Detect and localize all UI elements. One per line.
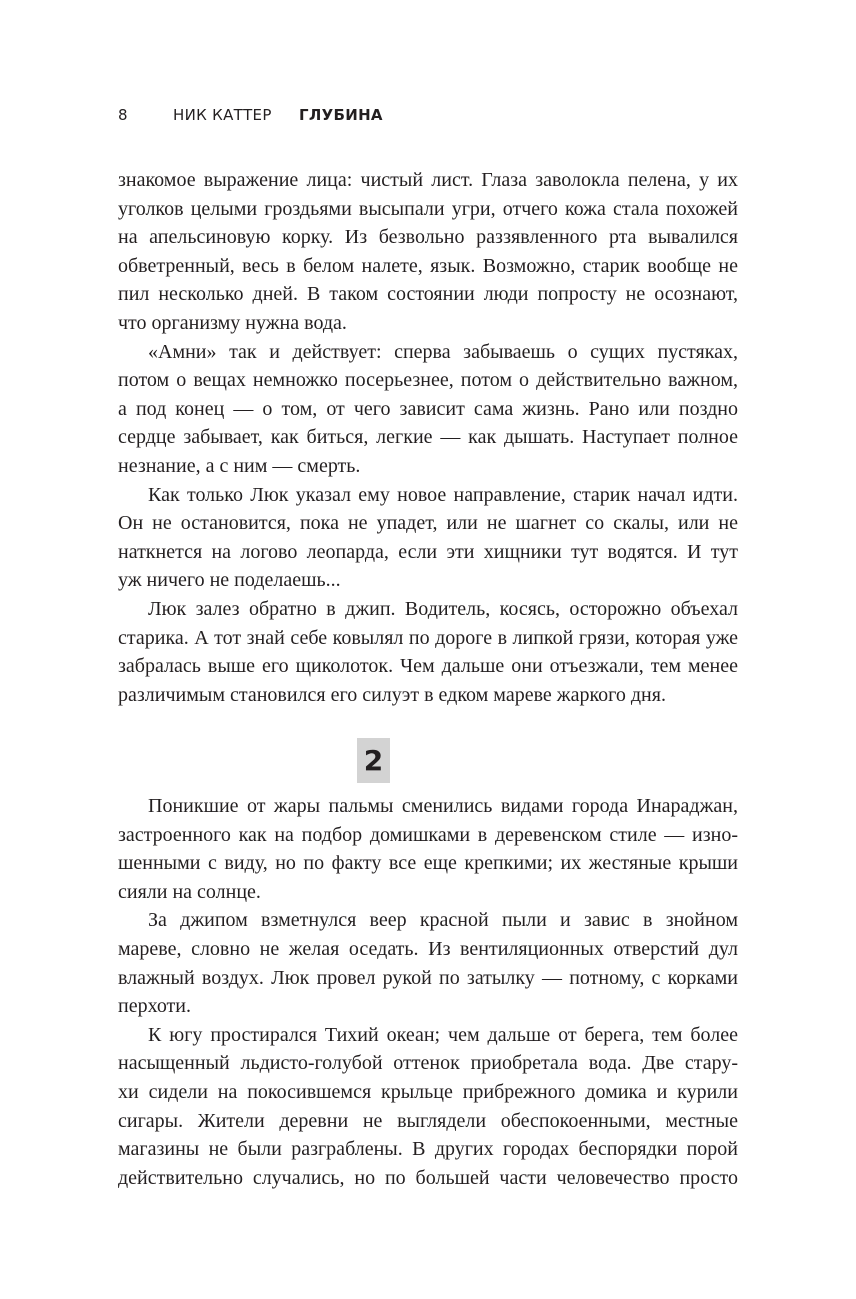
text-line: обветренный, весь в белом налете, язык. Возможно, старик вообще не xyxy=(118,254,738,277)
text-line: на апельсиновую корку. Из безвольно раззявленного рта вывалился xyxy=(118,226,738,249)
text-line: сияли на солнце. xyxy=(118,880,261,903)
running-header-title: ГЛУБИНА xyxy=(299,106,383,124)
text-line: магазины не были разграблены. В других городах беспорядки порой xyxy=(118,1138,738,1161)
text-line: старика. А тот знай себе ковылял по дороге в липкой грязи, которая уже xyxy=(118,626,738,649)
text-line: незнание, а с ним — смерть. xyxy=(118,454,361,477)
text-line: насыщенный льдисто-голубой оттенок приобретала вода. Две стару- xyxy=(118,1052,738,1075)
text-line: действительно случались, но по большей части человечество просто xyxy=(118,1166,738,1189)
paragraph xyxy=(118,481,738,595)
text-line: потом о вещах немножко посерьезнее, потом о действительно важном, xyxy=(118,369,738,392)
text-line: забралась выше его щиколоток. Чем дальше они отъезжали, тем менее xyxy=(118,655,738,678)
text-line: сигары. Жители деревни не выглядели обеспокоенными, местные xyxy=(118,1109,738,1132)
text-line: что организму нужна вода. xyxy=(118,311,347,334)
text-line: застроенного как на подбор домишками в деревенском стиле — изно- xyxy=(118,823,738,846)
text-line: сердце забывает, как биться, легкие — как дышать. Наступает полное xyxy=(118,426,738,449)
paragraph xyxy=(118,906,738,1020)
text-line: уголков целыми гроздьями высыпали угри, отчего кожа стала похожей xyxy=(118,197,738,220)
text-line: «Амни» так и действует: сперва забываешь о сущих пустяках, xyxy=(148,340,738,363)
text-line: знакомое выражение лица: чистый лист. Глаза заволокла пелена, у их xyxy=(118,169,738,191)
text-line: уж ничего не поделаешь... xyxy=(118,569,341,592)
running-header-author: НИК КАТТЕР xyxy=(173,106,272,124)
text-line: мареве, словно не желая оседать. Из вентиляционных отверстий дул xyxy=(118,937,738,960)
text-line: хи сидели на покосившемся крыльце прибрежного домика и курили xyxy=(118,1080,738,1103)
text-line: наткнется на логово леопарда, если эти хищники тут водятся. И тут xyxy=(118,540,738,563)
page-number: 8 xyxy=(118,106,128,124)
paragraph xyxy=(118,166,738,338)
text-line: перхоти. xyxy=(118,995,191,1018)
paragraph xyxy=(118,595,738,709)
text-line: шенными с виду, но по факту все еще крепкими; их жестяные крыши xyxy=(118,852,738,875)
text-line: Как только Люк указал ему новое направление, старик начал идти. xyxy=(148,483,738,506)
text-line: Поникшие от жары пальмы сменились видами города Инараджан, xyxy=(148,795,738,817)
paragraph xyxy=(118,1021,738,1193)
text-line: различимым становился его силуэт в едком мареве жаркого дня. xyxy=(118,683,666,706)
text-line: Он не остановится, пока не упадет, или не шагнет со скалы, или не xyxy=(118,512,738,535)
text-section-2 xyxy=(118,792,738,1192)
text-line: За джипом взметнулся веер красной пыли и завис в знойном xyxy=(148,909,738,932)
text-line: пил несколько дней. В таком состоянии люди попросту не осознают, xyxy=(118,283,738,306)
paragraph xyxy=(118,338,738,481)
text-line: К югу простирался Тихий океан; чем дальше от берега, тем более xyxy=(148,1023,738,1046)
paragraph xyxy=(118,792,738,906)
chapter-number: 2 xyxy=(357,738,390,783)
text-line: Люк залез обратно в джип. Водитель, косясь, осторожно объехал xyxy=(148,597,738,620)
text-line: влажный воздух. Люк провел рукой по затылку — потному, с корками xyxy=(118,966,738,989)
text-line: а под конец — о том, от чего зависит сама жизнь. Рано или поздно xyxy=(118,397,738,420)
text-section-1 xyxy=(118,166,738,709)
